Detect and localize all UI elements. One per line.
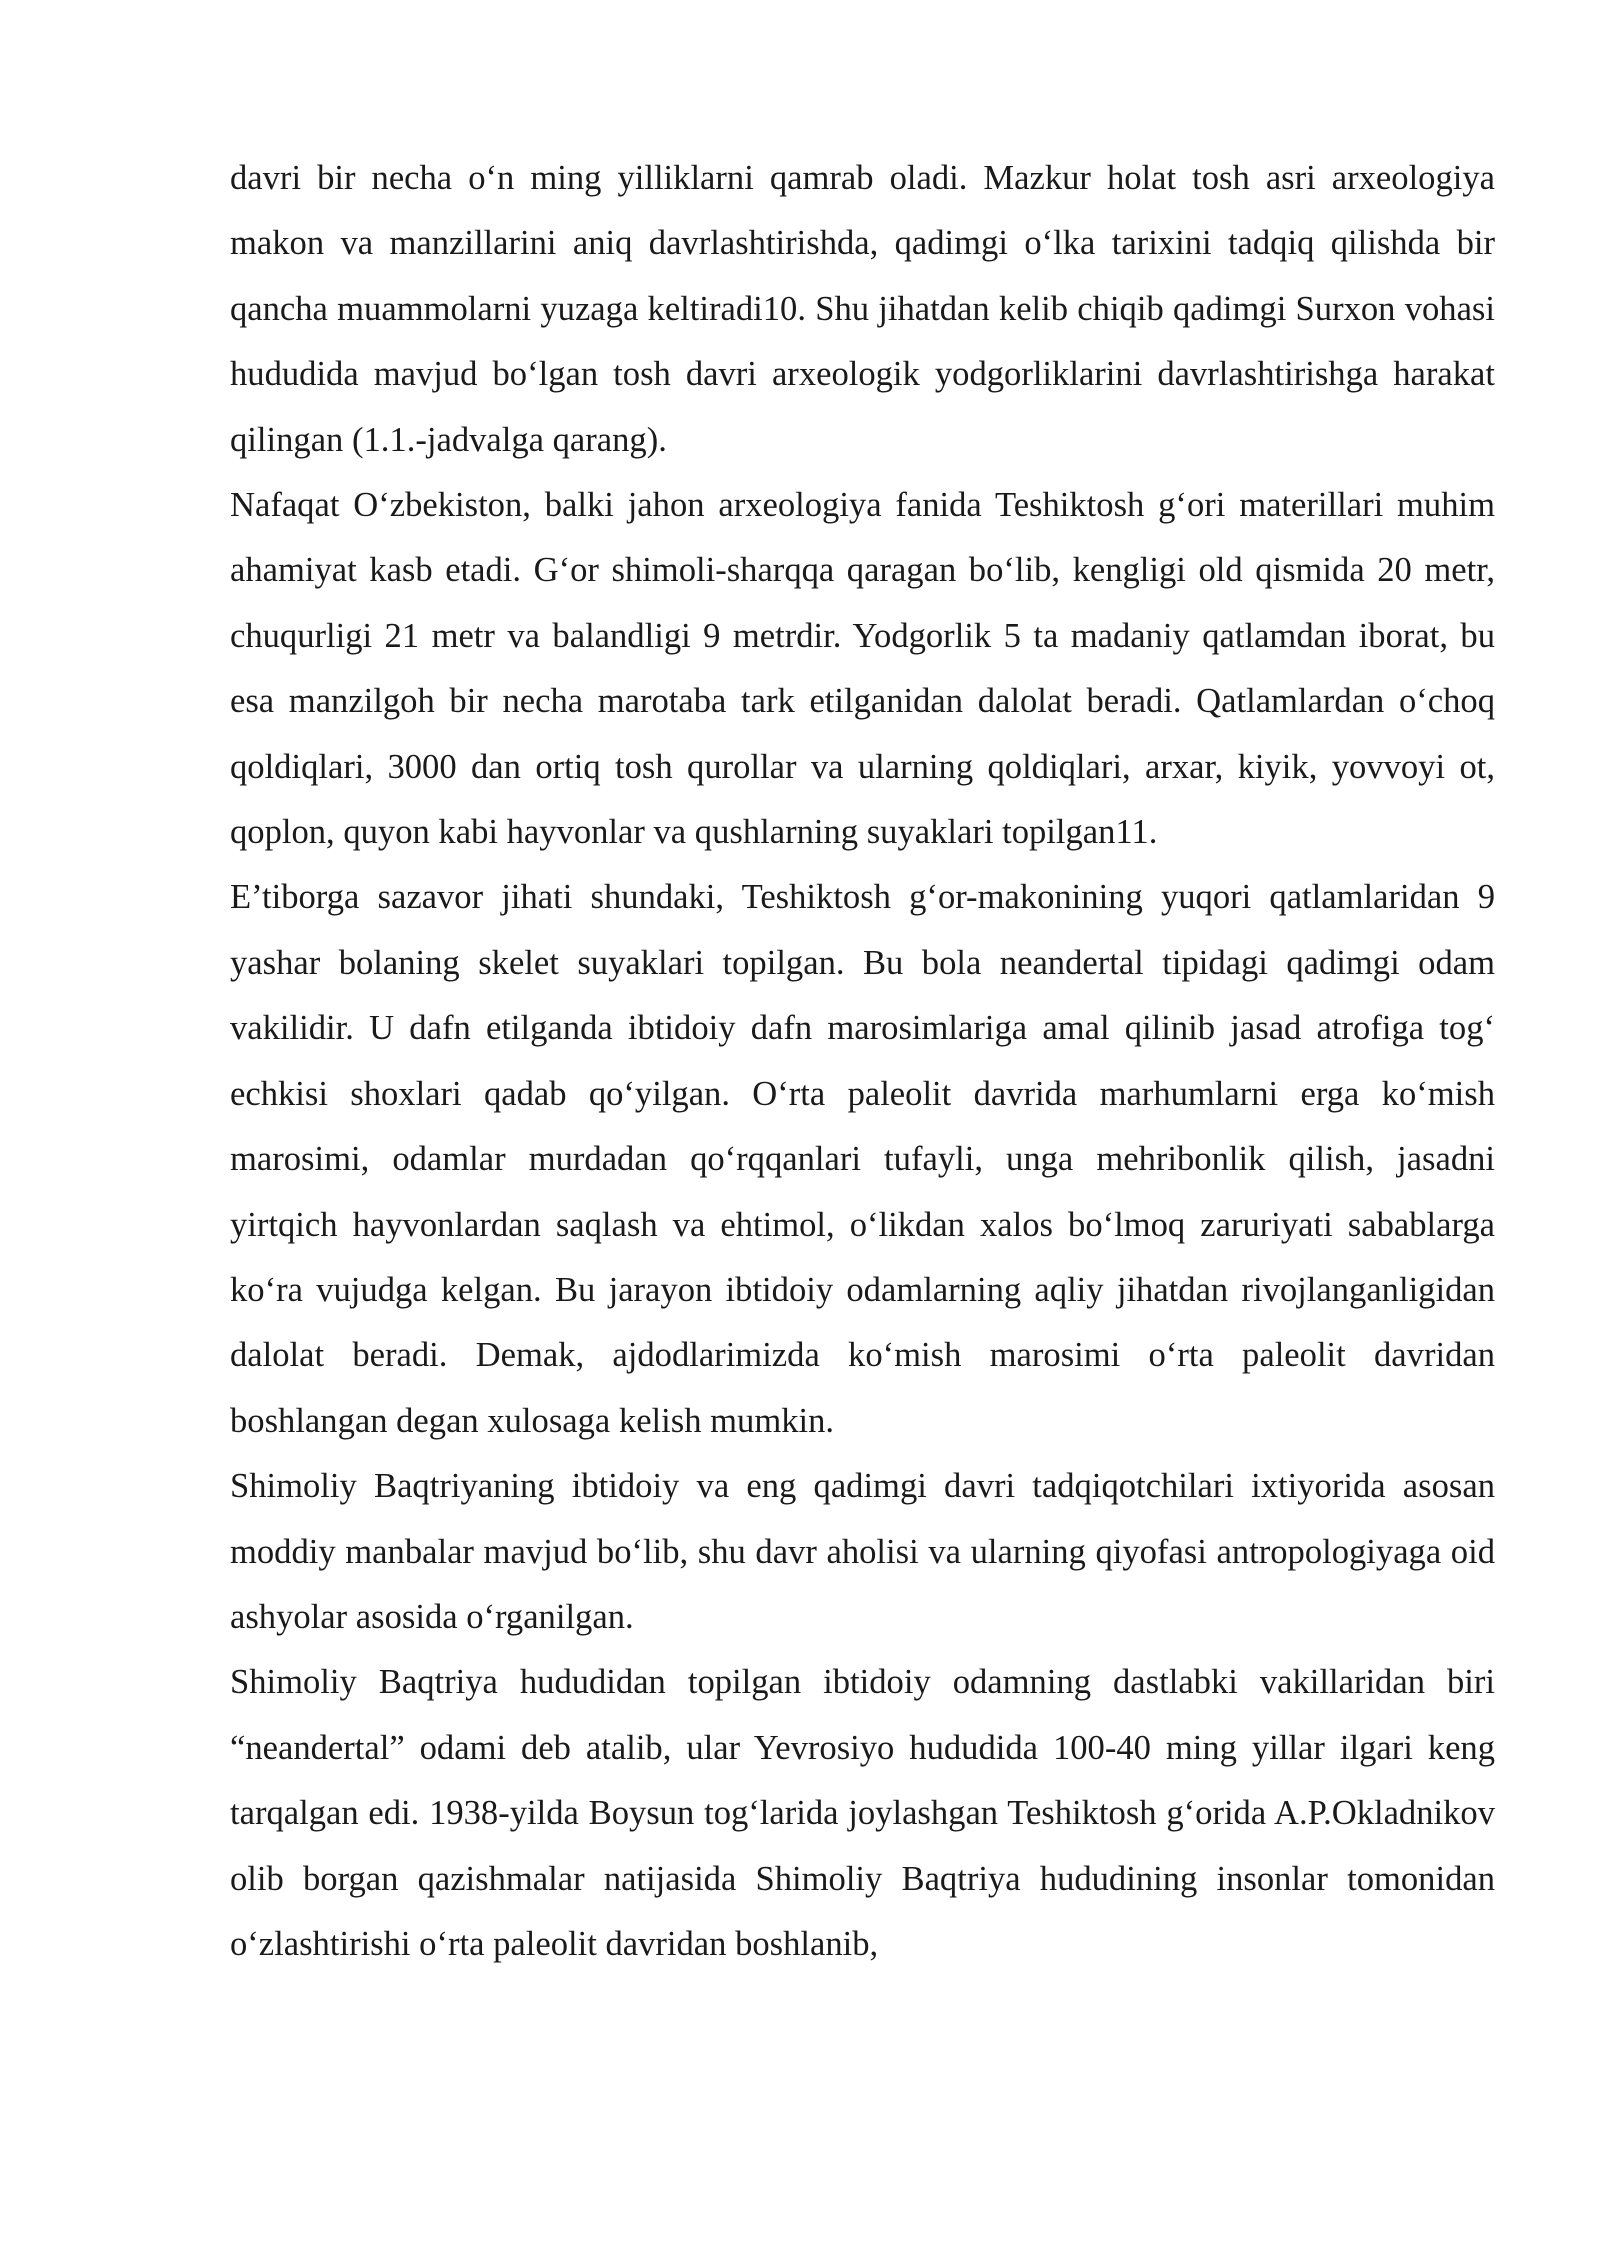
paragraph-1: davri bir necha o‘n ming yilliklarni qamrab oladi. Mazkur holat tosh asri arxeologiya makon va manzillarini aniq davrlashtirishda, qadimgi o‘lka tarixini tadqiq qilishda bir qancha muammolarni yuzaga keltiradi10. Shu jihatdan kelib chiqib qadimgi Surxon vohasi hududida mavjud bo‘lgan tosh davri arxeologik yodgorliklarini davrlashtirishga harakat qilingan (1.1.-jadvalga qarang). (230, 159, 1495, 459)
paragraph-5: Shimoliy Baqtriya hududidan topilgan ibtidoiy odamning dastlabki vakillaridan biri “neandertal” odami deb atalib, ular Yevrosiyo hududida 100-40 ming yillar ilgari keng tarqalgan edi. 1938-yilda Boysun tog‘larida joylashgan Teshiktosh g‘orida A.P.Okladnikov olib borgan qazishmalar natijasida Shimoliy Baqtriya hududining insonlar tomonidan o‘zlashtirishi o‘rta paleolit davridan boshlanib, (230, 1663, 1495, 1963)
paragraph-4: Shimoliy Baqtriyaning ibtidoiy va eng qadimgi davri tadqiqotchilari ixtiyorida asosan moddiy manbalar mavjud bo‘lib, shu davr aholisi va ularning qiyofasi antropologiyaga oid ashyolar asosida o‘rganilgan. (230, 1467, 1495, 1636)
paragraph-3: E’tiborga sazavor jihati shundaki, Teshiktosh g‘or-makonining yuqori qatlamlaridan 9 yashar bolaning skelet suyaklari topilgan. Bu bola neandertal tipidagi qadimgi odam vakilidir. U dafn etilganda ibtidoiy dafn marosimlariga amal qilinib jasad atrofiga tog‘ echkisi shoxlari qadab qo‘yilgan. O‘rta paleolit davrida marhumlarni erga ko‘mish marosimi, odamlar murdadan qo‘rqqanlari tufayli, unga mehribonlik qilish, jasadni yirtqich hayvonlardan saqlash va ehtimol, o‘likdan xalos bo‘lmoq zaruriyati sabablarga ko‘ra vujudga kelgan. Bu jarayon ibtidoiy odamlarning aqliy jihatdan rivojlanganligidan dalolat beradi. Demak, ajdodlarimizda ko‘mish marosimi o‘rta paleolit davridan boshlangan degan xulosaga kelish mumkin. (230, 878, 1495, 1440)
document-body (230, 146, 1495, 1977)
paragraph-2: Nafaqat O‘zbekiston, balki jahon arxeologiya fanida Teshiktosh g‘ori materillari muhim ahamiyat kasb etadi. G‘or shimoli-sharqqa qaragan bo‘lib, kengligi old qismida 20 metr, chuqurligi 21 metr va balandligi 9 metrdir. Yodgorlik 5 ta madaniy qatlamdan iborat, bu esa manzilgoh bir necha marotaba tark etilganidan dalolat beradi. Qatlamlardan o‘choq qoldiqlari, 3000 dan ortiq tosh qurollar va ularning qoldiqlari, arxar, kiyik, yovvoyi ot, qoplon, quyon kabi hayvonlar va qushlarning suyaklari topilgan11. (230, 486, 1495, 852)
